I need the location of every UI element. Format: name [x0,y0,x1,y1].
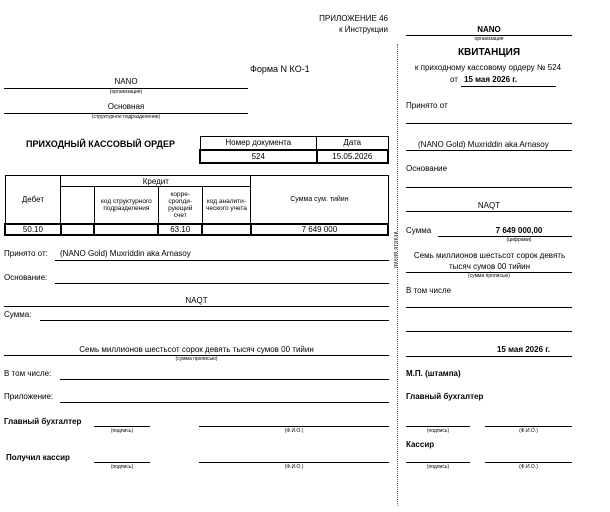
receipt-sum-words: Семь миллионов шестьсот сорок девять тысяч сумов 00 тийин [413,251,566,271]
receipt-sum-value: 7 649 000,00 [495,226,543,235]
dept-name: Основная [107,102,145,111]
receipt-basis-value: NAQT [477,201,501,210]
receipt-date2: 15 мая 2026 г. [496,345,550,354]
form-code: Форма N КО-1 [250,64,310,74]
cashier-name-line [199,462,389,463]
chief-sign-caption: (подпись) [110,428,134,434]
attachment-label: Приложение: [4,392,54,401]
received-from-value: (NANO Gold) Muxriddin aka Arnasoy [60,249,191,258]
basis-value: NAQT [185,296,208,305]
sum-line1 [40,320,389,321]
appendix-line2: к Инструкции [339,25,388,34]
receipt-cashier-sign-caption: (подпись) [426,464,450,470]
including-line [60,379,389,380]
debit-header: Дебет [5,176,61,224]
debit-value: 50.10 [5,224,61,235]
receipt-basis-line1 [406,187,572,188]
receipt-basis-line2 [406,211,572,212]
sum-label: Сумма: [4,310,32,319]
receipt-received-value: (NANO Gold) Muxriddin aka Arnasoy [418,140,549,149]
receipt-received-line2 [406,150,572,151]
receipt-including-line1 [406,307,572,308]
cashier-sign-caption: (подпись) [110,464,134,470]
credit-header: Кредит [61,176,251,187]
receipt-chief-name-line [485,426,572,427]
receipt-org-caption: организация [474,36,504,42]
sum-header: Сумма сум. тийин [251,176,388,224]
receipt-sum-caption: (цифрами) [506,237,532,243]
receipt-received-line1 [406,123,572,124]
corr-value: 63.10 [158,224,202,235]
sum-words: Семь миллионов шестьсот сорок девять тысяч сумов 00 тийин [79,345,314,354]
receipt-stamp-label: М.П. (штампа) [406,369,461,378]
order-table [4,175,389,236]
receipt-date-prefix: от [450,75,458,84]
doc-num-value: 524 [200,150,317,163]
including-label: В том числе: [4,369,52,378]
cut-line-label: линия отреза [393,231,399,268]
amount-value: 7 649 000 [251,224,388,235]
receipt-sum-words-caption: (сумма прописью) [468,273,510,279]
cashier-label: Получил кассир [6,453,70,462]
date-header: Дата [317,137,388,150]
receipt-title: КВИТАНЦИЯ [457,47,521,58]
basis-label: Основание: [4,273,48,282]
receipt-cashier-label: Кассир [406,440,435,449]
receipt-date-line [461,86,556,87]
appendix-line1: ПРИЛОЖЕНИЕ 46 [319,14,388,23]
receipt-cashier-sign-line [406,462,470,463]
receipt-basis-label: Основание [406,164,448,173]
chief-accountant-label: Главный бухгалтер [4,417,82,426]
col-analytic: код аналити-ческого учета [202,187,251,224]
receipt-chief-name-caption: (Ф.И.О.) [519,428,538,434]
date-value: 15.05.2026 [317,150,388,163]
doc-number-date-table [199,136,389,164]
sum-words-caption: (сумма прописью) [175,356,218,362]
receipt-chief-sign-caption: (подпись) [426,428,450,434]
basis-line2 [4,306,389,307]
receipt-chief-sign-line [406,426,470,427]
receipt-date2-line [406,356,572,357]
receipt-date: 15 мая 2026 г. [464,75,518,84]
attachment-line [60,402,389,403]
cut-line [397,44,398,506]
col-struct: код структурного подразделения [94,187,158,224]
receipt-sum-label: Сумма [406,226,432,235]
receipt-cashier-name-line [485,462,572,463]
analytic-value [202,224,251,235]
receipt-subtitle: к приходному кассовому ордеру № 524 [414,63,562,72]
receipt-including-line2 [406,331,572,332]
received-from-label: Принято от: [4,249,48,258]
basis-line1 [55,283,389,284]
col-corr: корре- сponди- рующий счет [158,187,202,224]
cashier-name-caption: (Ф.И.О.) [284,464,304,470]
chief-sign-line [94,426,150,427]
org-name: NANO [114,77,138,86]
chief-name-caption: (Ф.И.О.) [284,428,304,434]
receipt-including-label: В том числе [406,286,452,295]
received-line [55,260,389,261]
chief-name-line [199,426,389,427]
credit-empty-value [61,224,95,235]
receipt-cashier-name-caption: (Ф.И.О.) [519,464,538,470]
receipt-received-label: Принято от [406,101,448,110]
order-title: ПРИХОДНЫЙ КАССОВЫЙ ОРДЕР [26,139,175,149]
org-caption: (организация) [109,89,143,95]
receipt-org: NANO [477,25,501,34]
credit-empty-col [61,187,95,224]
cashier-sign-line [94,462,150,463]
receipt-chief-label: Главный бухгалтер [406,392,484,401]
struct-value [94,224,158,235]
doc-num-header: Номер документа [200,137,317,150]
dept-caption: (структурное подразделение) [91,114,161,120]
